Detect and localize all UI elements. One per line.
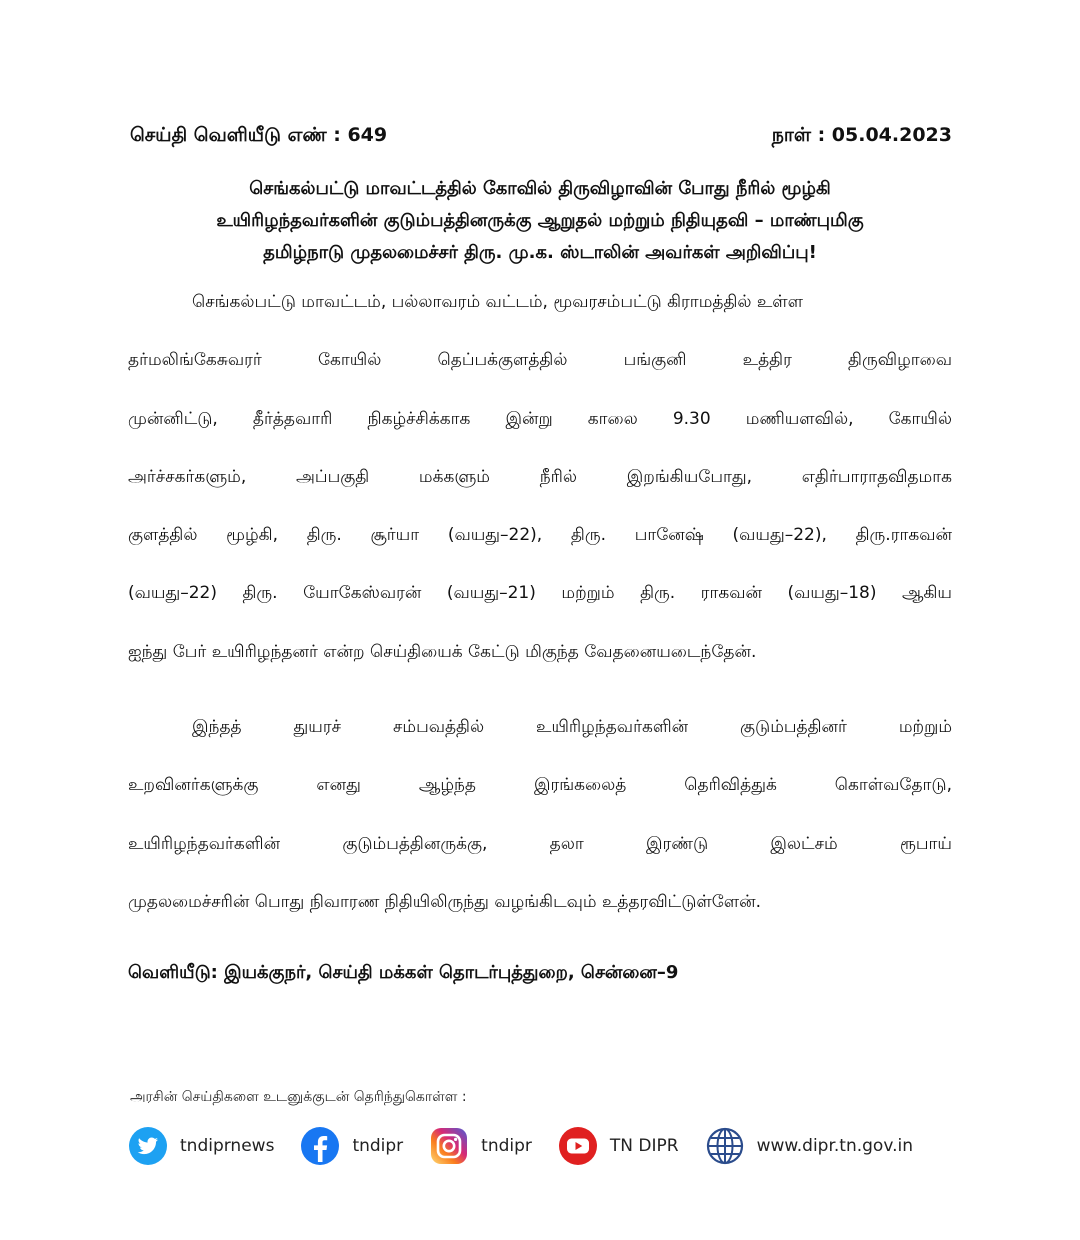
release-number: செய்தி வெளியீடு எண் : 649 [130, 123, 388, 146]
paragraph-line: இந்தத் துயரச் சம்பவத்தில் உயிரிழந்தவர்களின் குடும்பத்தினர் மற்றும் [192, 717, 952, 737]
paragraph-line: முன்னிட்டு, தீர்த்தவாரி நிகழ்ச்சிக்காக இன்று காலை 9.30 மணியளவில், கோயில் [128, 408, 952, 429]
paragraph-line: உறவினர்களுக்கு எனது ஆழ்ந்த இரங்கலைத் தெரிவித்துக் கொள்வதோடு, [128, 775, 952, 796]
facebook-icon [300, 1126, 340, 1166]
paragraph-line: குளத்தில் மூழ்கி, திரு. சூர்யா (வயது–22), திரு. பானேஷ் (வயது–22), திரு.ராகவன் [128, 525, 952, 546]
social-youtube[interactable] [558, 1126, 679, 1166]
social-label: tndipr [352, 1136, 404, 1156]
paragraph-line: ஐந்து பேர் உயிரிழந்தனர் என்ற செய்தியைக் கேட்டு மிகுந்த வேதனையடைந்தேன். [128, 641, 757, 662]
body-paragraph-1 [128, 273, 952, 681]
paragraph-line: முதலமைச்சரின் பொது நிவாரண நிதியிலிருந்து வழங்கிடவும் உத்தரவிட்டுள்ளேன். [128, 891, 762, 912]
social-label: TN DIPR [609, 1136, 679, 1156]
social-website[interactable] [705, 1126, 913, 1166]
paragraph-line: அர்ச்சகர்களும், அப்பகுதி மக்களும் நீரில் இறங்கியபோது, எதிர்பாராதவிதமாக [128, 466, 952, 487]
follow-text: அரசின் செய்திகளை உடனுக்குடன் தெரிந்துகொள்ள : [130, 1089, 467, 1105]
twitter-icon [128, 1126, 168, 1166]
social-label: tndiprnews [180, 1136, 275, 1156]
title-line: உயிரிழந்தவர்களின் குடும்பத்தினருக்கு ஆறுதல் மற்றும் நிதியுதவி – மாண்புமிகு [216, 210, 864, 231]
release-title [120, 173, 960, 269]
paragraph-line: செங்கல்பட்டு மாவட்டம், பல்லாவரம் வட்டம், மூவரசம்பட்டு கிராமத்தில் உள்ள [192, 292, 803, 312]
instagram-icon [429, 1126, 469, 1166]
social-twitter[interactable] [128, 1126, 274, 1166]
header-row [130, 121, 952, 151]
youtube-icon [558, 1126, 598, 1166]
social-facebook[interactable] [300, 1126, 403, 1166]
body-paragraph-2 [128, 698, 952, 931]
social-links [128, 1124, 928, 1168]
social-label: tndipr [481, 1136, 532, 1156]
paragraph-line: உயிரிழந்தவர்களின் குடும்பத்தினருக்கு, தலா இரண்டு இலட்சம் ரூபாய் [128, 833, 952, 854]
release-date: நாள் : 05.04.2023 [771, 123, 952, 146]
title-line: தமிழ்நாடு முதலமைச்சர் திரு. மு.க. ஸ்டாலின் அவர்கள் அறிவிப்பு! [263, 242, 817, 263]
social-label: www.dipr.tn.gov.in [756, 1136, 913, 1156]
released-by: வெளியீடு: இயக்குநர், செய்தி மக்கள் தொடர்புத்துறை, சென்னை–9 [128, 962, 679, 983]
social-instagram[interactable] [429, 1126, 532, 1166]
globe-icon [705, 1126, 745, 1166]
title-line: செங்கல்பட்டு மாவட்டத்தில் கோவில் திருவிழாவின் போது நீரில் மூழ்கி [249, 178, 831, 199]
paragraph-line: (வயது–22) திரு. யோகேஸ்வரன் (வயது–21) மற்றும் திரு. ராகவன் (வயது–18) ஆகிய [128, 583, 952, 604]
paragraph-line: தர்மலிங்கேசுவரர் கோயில் தெப்பக்குளத்தில் பங்குனி உத்திர திருவிழாவை [128, 350, 952, 371]
